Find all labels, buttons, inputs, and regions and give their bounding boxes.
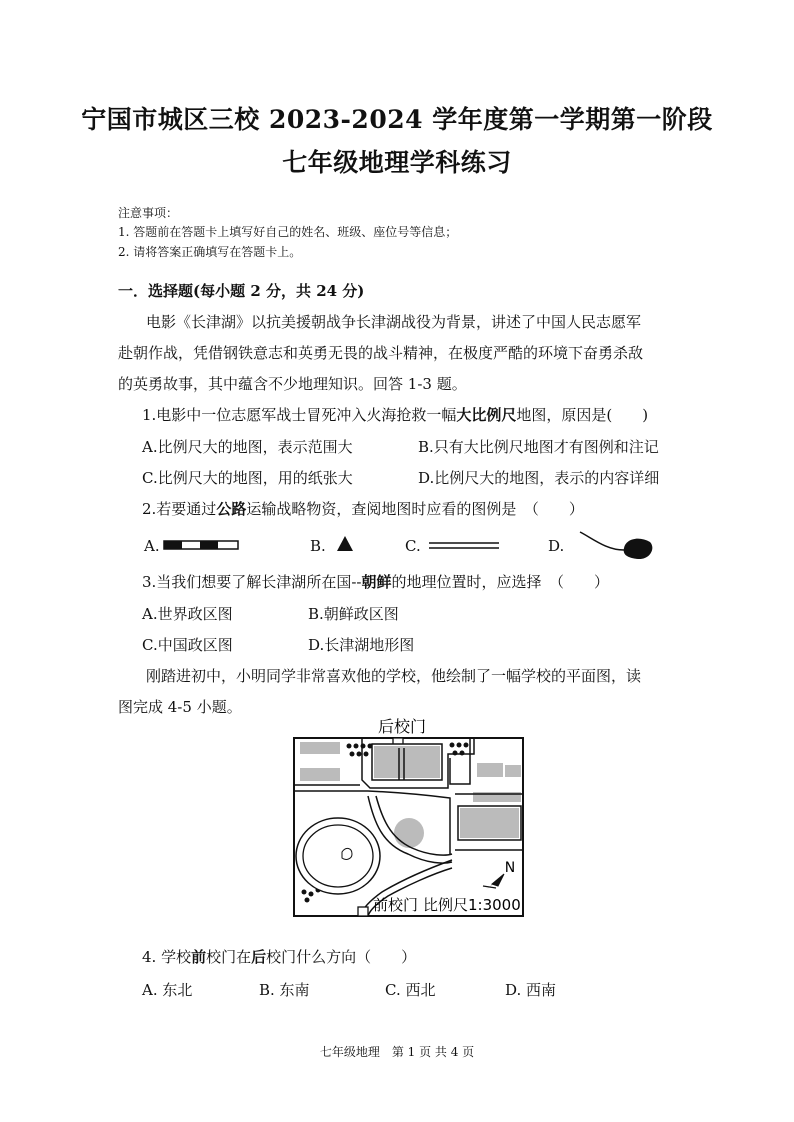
road-legend-icon	[428, 541, 500, 551]
intro-line-3: 的英勇故事，其中蕴含不少地理知识。回答 1-3 题。	[118, 375, 467, 393]
building	[460, 808, 519, 838]
map-scale-label: 比例尺1:3000	[423, 896, 521, 914]
front-gate-marker	[358, 907, 368, 916]
building	[300, 768, 340, 781]
back-gate-label: 后校门	[377, 717, 427, 736]
q1-option-a: A.比例尺大的地图，表示范围大	[142, 438, 353, 456]
question-1: 1.电影中一位志愿军战士冒死冲入火海抢救一幅大比例尺地图，原因是( )	[142, 406, 649, 424]
question-4: 4. 学校前校门在后校门什么方向（ ）	[142, 948, 417, 966]
notice-heading: 注意事项：	[118, 206, 179, 220]
building	[374, 746, 440, 778]
page-footer: 七年级地理 第 1 页 共 4 页	[319, 1045, 475, 1059]
q3-option-b: B.朝鲜政区图	[308, 605, 399, 623]
building	[505, 765, 521, 777]
intro-line-1: 电影《长津湖》以抗美援朝战争长津湖战役为背景，讲述了中国人民志愿军	[146, 313, 642, 331]
svg-text:N: N	[504, 860, 516, 876]
notice-item-2: 2. 请将答案正确填写在答题卡上。	[118, 245, 302, 259]
q1-option-b: B.只有大比例尺地图才有图例和注记	[418, 438, 659, 456]
railway-legend-icon	[163, 538, 239, 552]
front-gate-label: 前校门	[373, 896, 419, 914]
intro-line-2: 赴朝作战，凭借钢铁意志和英勇无畏的战斗精神，在极度严酷的环境下奋勇杀敌	[118, 344, 644, 362]
river-lake-legend-icon	[578, 526, 658, 562]
question-2: 2.若要通过公路运输战略物资，查阅地图时应看的图例是 （ ）	[142, 500, 584, 518]
q4-option-c: C. 西北	[385, 981, 436, 999]
q2-label-a: A.	[144, 537, 160, 555]
q2-label-d: D.	[548, 537, 565, 555]
pond-shape	[342, 848, 352, 859]
question-3: 3.当我们想要了解长津湖所在国--朝鲜的地理位置时，应选择 （ ）	[142, 573, 609, 591]
school-map	[290, 714, 530, 920]
building	[477, 763, 503, 777]
q4-option-d: D. 西南	[505, 981, 557, 999]
q4-option-a: A. 东北	[142, 981, 193, 999]
q1-option-c: C.比例尺大的地图，用的纸张大	[142, 469, 353, 487]
q3-option-c: C.中国政区图	[142, 636, 233, 654]
sports-field	[303, 825, 373, 887]
round-building	[394, 818, 424, 848]
page-title-line2: 七年级地理学科练习	[282, 148, 512, 177]
intro2-line-2: 图完成 4-5 小题。	[118, 698, 242, 716]
q1-option-d: D.比例尺大的地图，表示的内容详细	[418, 469, 660, 487]
intro2-line-1: 刚踏进初中，小明同学非常喜欢他的学校，他绘制了一幅学校的平面图，读	[146, 667, 642, 685]
notice-item-1: 1. 答题前在答题卡上填写好自己的姓名、班级、座位号等信息；	[118, 225, 458, 239]
section-title: 一．选择题(每小题 2 分，共 24 分)	[118, 282, 365, 300]
q3-option-a: A.世界政区图	[142, 605, 233, 623]
q3-option-d: D.长津湖地形图	[308, 636, 415, 654]
q2-label-b: B.	[310, 537, 326, 555]
q2-label-c: C.	[405, 537, 421, 555]
building	[300, 742, 340, 754]
page-title-line1: 宁国市城区三校 2023-2024 学年度第一学期第一阶段	[81, 105, 713, 134]
q4-option-b: B. 东南	[259, 981, 310, 999]
mountain-peak-legend-icon	[335, 535, 355, 553]
